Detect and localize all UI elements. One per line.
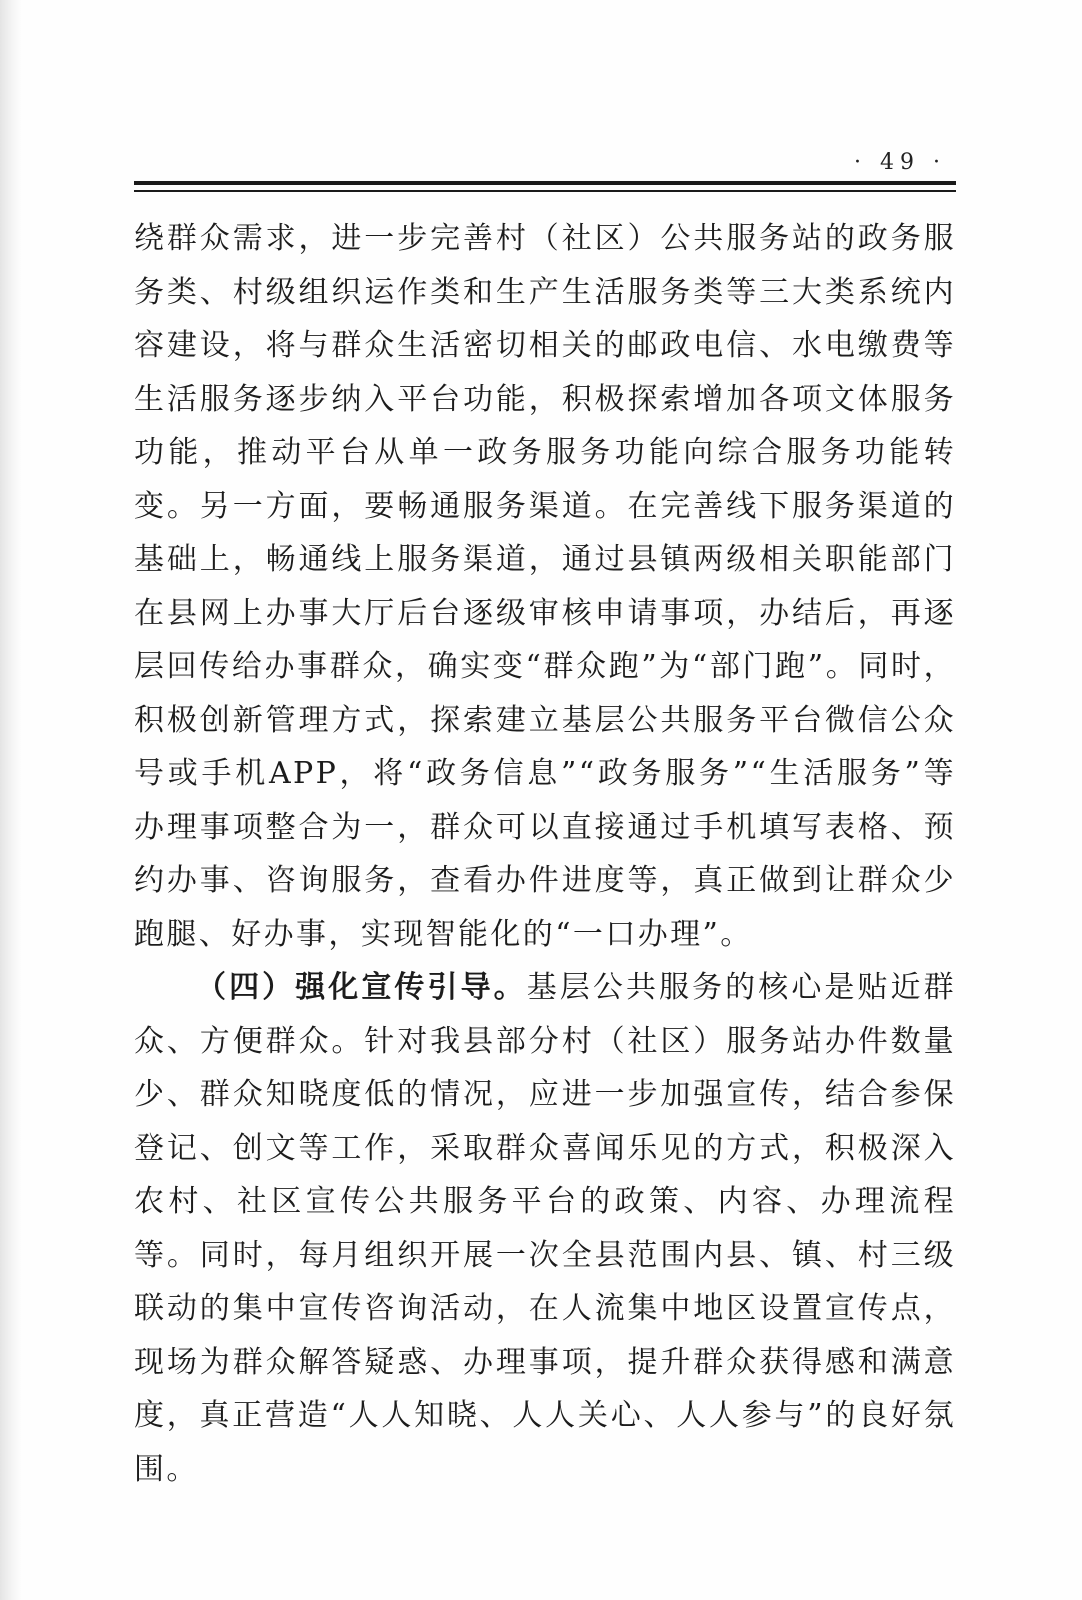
paragraph-continued (134, 212, 956, 961)
paragraph-section-four (134, 961, 956, 1496)
header-rule-thick (134, 181, 956, 185)
paragraph-text: 绕群众需求，进一步完善村（社区）公共服务站的政务服务类、村级组织运作类和生产生活服务类等三大类系统内容建设，将与群众生活密切相关的邮政电信、水电缴费等生活服务逐步纳入平台功能，积极探索增加各项文体服务功能，推动平台从单一政务服务功能向综合服务功能转变。另一方面，要畅通服务渠道。在完善线下服务渠道的基础上，畅通线上服务渠道，通过县镇两级相关职能部门在县网上办事大厅后台逐级审核申请事项，办结后，再逐层回传给办事群众，确实变“群众跑”为“部门跑”。同时，积极创新管理方式，探索建立基层公共服务平台微信公众号或手机APP，将“政务信息”“政务服务”“生活服务”等办理事项整合为一，群众可以直接通过手机填写表格、预约办事、咨询服务，查看办件进度等，真正做到让群众少跑腿、好办事，实现智能化的“一口办理”。 (134, 221, 956, 952)
section-heading: （四）强化宣传引导。 (196, 970, 527, 1005)
page-number: · 49 · (854, 150, 946, 175)
paragraph-text: 基层公共服务的核心是贴近群众、方便群众。针对我县部分村（社区）服务站办件数量少、群众知晓度低的情况，应进一步加强宣传，结合参保登记、创文等工作，采取群众喜闻乐见的方式，积极深入农村、社区宣传公共服务平台的政策、内容、办理流程等。同时，每月组织开展一次全县范围内县、镇、村三级联动的集中宣传咨询活动，在人流集中地区设置宣传点，现场为群众解答疑惑、办理事项，提升群众获得感和满意度，真正营造“人人知晓、人人关心、人人参与”的良好氛围。 (134, 970, 957, 1487)
body-text (134, 212, 956, 1496)
page-binding-shadow (0, 0, 22, 1600)
header-rule-thin (134, 190, 956, 192)
